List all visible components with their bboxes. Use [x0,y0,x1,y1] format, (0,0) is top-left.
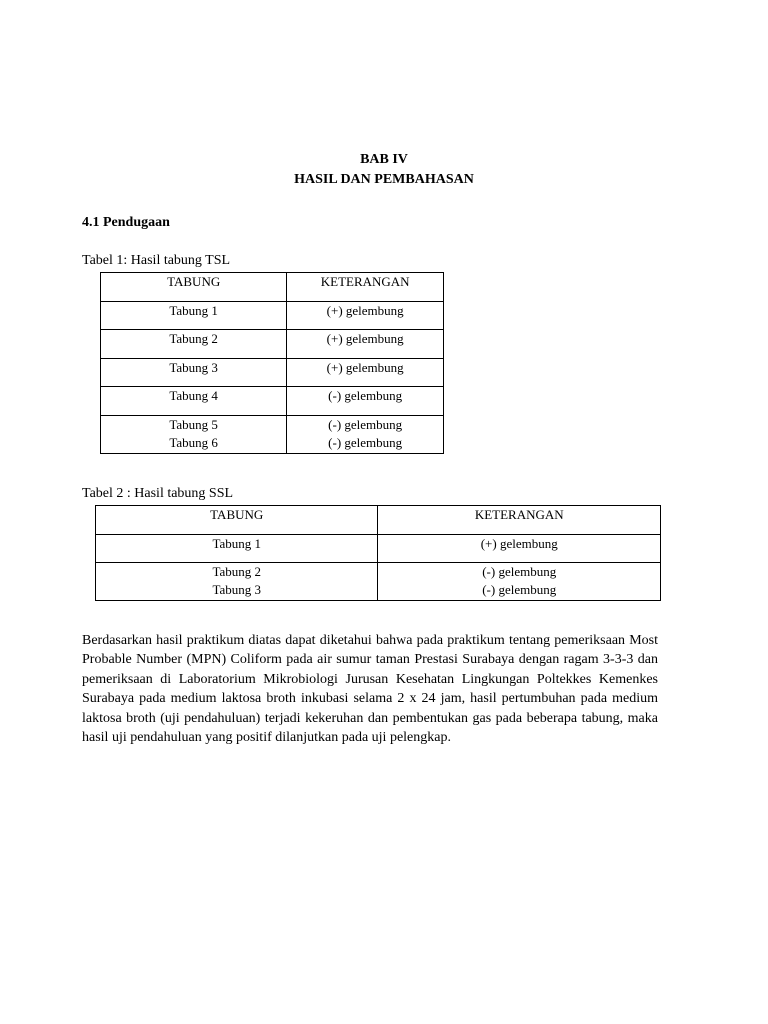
table-row [96,563,661,601]
table-row [96,534,661,563]
cell-line: Tabung 5 [169,416,218,432]
table2-caption: Tabel 2 : Hasil tabung SSL [82,486,234,501]
header-keterangan: KETERANGAN [378,506,661,535]
cell-line: (-) gelembung [482,564,557,580]
cell-tabung: Tabung 2 [101,330,287,359]
header-tabung: TABUNG [101,273,287,302]
cell-line: (-) gelembung [482,582,557,598]
cell-keterangan: (+) gelembung [287,301,444,330]
cell-tabung [101,415,287,453]
table-header-row [96,506,661,535]
section-heading: 4.1 Pendugaan [82,215,170,230]
header-tabung: TABUNG [96,506,378,535]
cell-keterangan: (+) gelembung [287,330,444,359]
cell-keterangan: (+) gelembung [287,358,444,387]
cell-line: (-) gelembung [328,416,403,432]
table-row [101,330,444,359]
cell-line: Tabung 3 [212,582,261,598]
cell-keterangan: (-) gelembung [287,387,444,416]
table-header-row [101,273,444,302]
cell-tabung: Tabung 3 [101,358,287,387]
cell-keterangan [378,563,661,601]
table-row [101,387,444,416]
cell-keterangan [287,415,444,453]
table-row [101,415,444,453]
cell-tabung: Tabung 1 [101,301,287,330]
header-keterangan: KETERANGAN [287,273,444,302]
cell-keterangan: (+) gelembung [378,534,661,563]
cell-line: Tabung 6 [169,434,218,450]
cell-tabung [96,563,378,601]
table-row [101,358,444,387]
table-row [101,301,444,330]
table-ssl [95,505,661,601]
cell-line: Tabung 2 [212,564,261,580]
chapter-title: HASIL DAN PEMBAHASAN [294,172,474,187]
cell-line: (-) gelembung [328,434,403,450]
cell-tabung: Tabung 1 [96,534,378,563]
table1-caption: Tabel 1: Hasil tabung TSL [82,253,231,268]
cell-tabung: Tabung 4 [101,387,287,416]
table-tsl [100,272,444,454]
body-paragraph: Berdasarkan hasil praktikum diatas dapat diketahui bahwa pada praktikum tentang pemeriksaan Most Probable Number (MPN) Coliform pada air sumur taman Prestasi Surabaya dengan ragam 3-3-3 dan pemeriksaan di Laboratorium Mikrobiologi Jurusan Kesehatan Lingkungan Poltekkes Kemenkes Surabaya pada medium laktosa broth inkubasi selama 2 x 24 jam, hasil pertumbuhan pada medium laktosa broth (uji pendahuluan) terjadi kekeruhan dan pembentukan gas pada beberapa tabung, maka hasil uji pendahuluan yang positif dilanjutkan pada uji pelengkap. [82,633,658,746]
chapter-number: BAB IV [360,152,408,167]
